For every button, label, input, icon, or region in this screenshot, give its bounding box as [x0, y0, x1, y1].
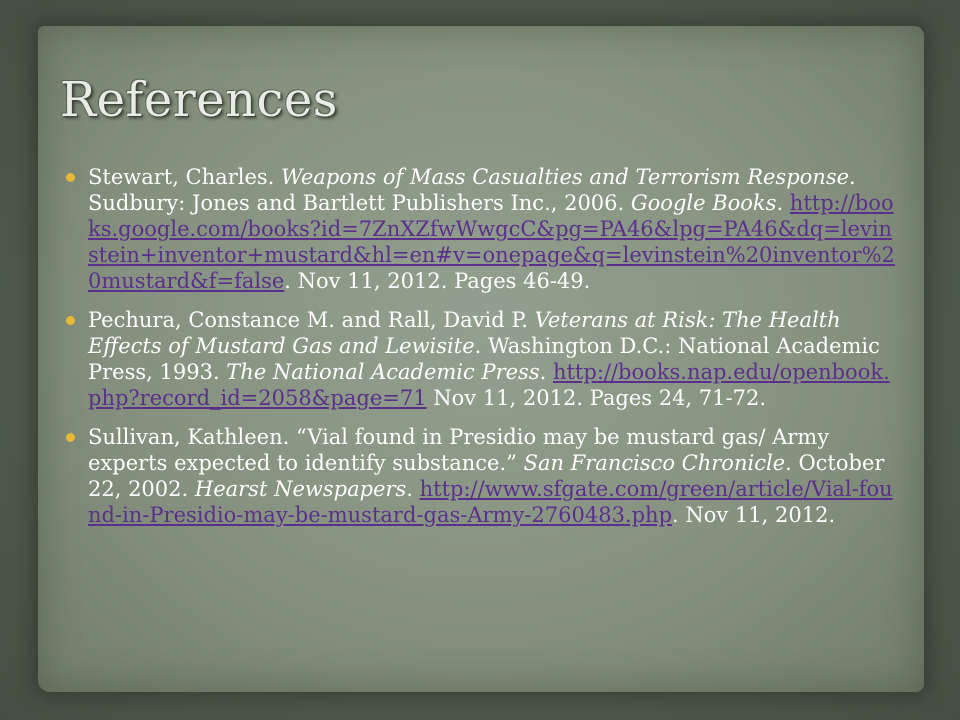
reference-publication-details: . Washington D.C.: National Academic Press, 1993. — [88, 334, 880, 384]
reference-accessed: Nov 11, 2012. Pages 24, 71-72. — [426, 386, 766, 410]
bullet-icon — [66, 316, 75, 325]
bullet-icon — [66, 173, 75, 182]
reference-accessed: . Nov 11, 2012. Pages 46-49. — [284, 269, 591, 293]
reference-source-suffix: . — [539, 360, 553, 384]
reference-work-title: Veterans at Risk: The Health Effects of Mustard Gas and Lewisite — [88, 308, 841, 358]
reference-work-title: San Francisco Chronicle — [523, 451, 786, 475]
reference-source: The National Academic Press — [226, 360, 540, 384]
reference-author: Sullivan, Kathleen. — [88, 425, 296, 449]
reference-item — [66, 164, 902, 294]
reference-item — [66, 307, 902, 411]
reference-source-suffix: . — [406, 477, 420, 501]
reference-accessed: . Nov 11, 2012. — [672, 503, 836, 527]
slide-title: References — [60, 72, 338, 128]
bullet-icon — [66, 433, 75, 442]
reference-link[interactable]: http://books.nap.edu/openbook.php?record_id=2058&page=71 — [88, 360, 890, 410]
reference-author: Pechura, Constance M. and Rall, David P. — [88, 308, 535, 332]
reference-link[interactable]: http://www.sfgate.com/green/article/Vial-found-in-Presidio-may-be-mustard-gas-Army-2760483.php — [88, 477, 893, 527]
reference-publication-details: . Sudbury: Jones and Bartlett Publishers Inc., 2006. — [88, 165, 856, 215]
reference-author: Stewart, Charles. — [88, 165, 281, 189]
reference-source: Google Books — [630, 191, 777, 215]
reference-item — [66, 424, 902, 528]
reference-article-title: “Vial found in Presidio may be mustard gas/ Army experts expected to identify substance.” — [88, 425, 830, 475]
reference-source-suffix: . — [776, 191, 790, 215]
reference-source: Hearst Newspapers — [194, 477, 407, 501]
references-list — [66, 164, 902, 541]
reference-publication-details: . October 22, 2002. — [88, 451, 885, 501]
reference-link[interactable]: http://books.google.com/books?id=7ZnXZfwWwgcC&pg=PA46&lpg=PA46&dq=levinstein+inventor+mustard&hl=en#v=onepage&q=levinstein%20inventor%20mustard&f=false — [88, 191, 895, 293]
reference-work-title: Weapons of Mass Casualties and Terrorism Response — [281, 165, 850, 189]
